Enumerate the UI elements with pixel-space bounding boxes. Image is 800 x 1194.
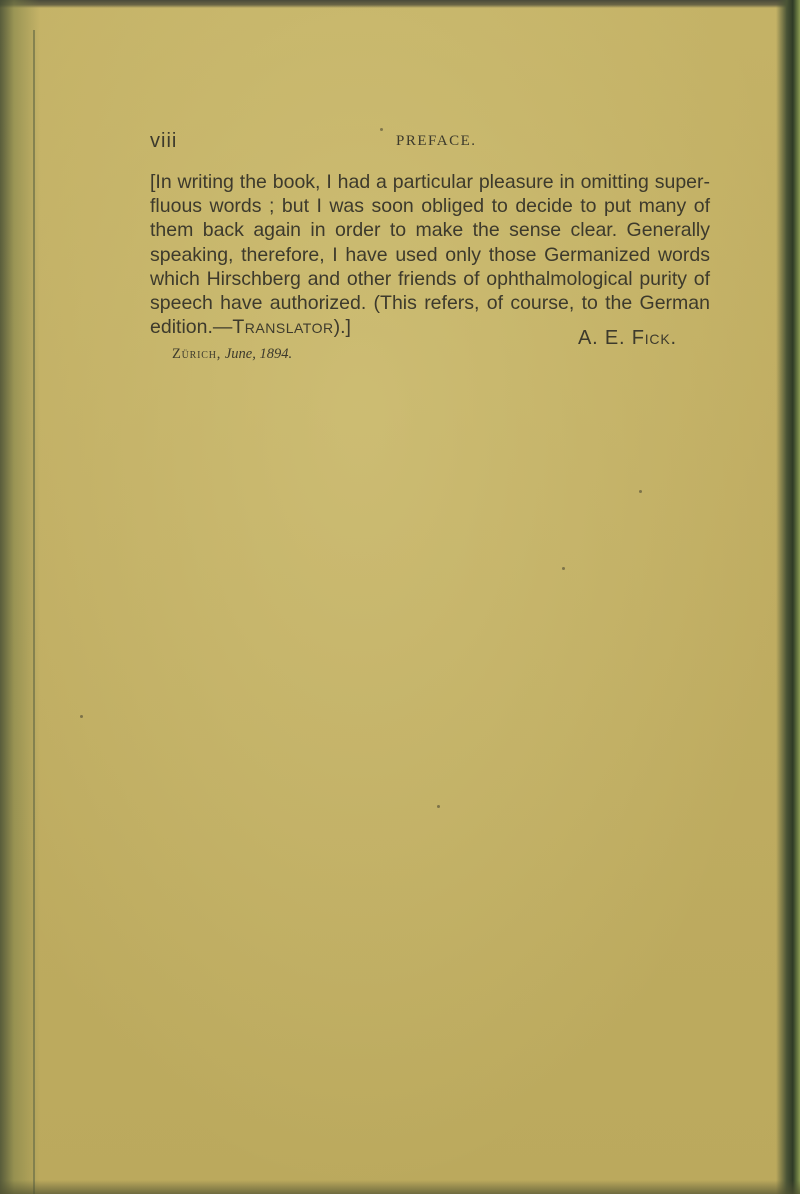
dateline-place: Zürich,: [172, 346, 222, 362]
page-number: viii: [150, 130, 178, 152]
dateline-date: June, 1894.: [224, 346, 293, 362]
text-line: speaking, therefore, I have used only those Germanized words: [150, 243, 710, 266]
page-top-edge: [0, 0, 800, 8]
text-line: speech have authorized. (This refers, of course, to the German: [150, 292, 710, 315]
paper-speck: [437, 805, 440, 808]
text-line: [In writing the book, I had a particular pleasure in omitting super-: [150, 171, 710, 193]
page-bottom-edge: [0, 1180, 800, 1194]
running-title: PREFACE.: [396, 133, 477, 149]
left-margin-rule: [33, 30, 35, 1194]
paper-speck: [380, 128, 383, 131]
text-line: them back again in order to make the sense clear. Generally: [150, 219, 710, 242]
text-line: fluous words ; but I was soon obliged to decide to put many of: [150, 195, 710, 218]
paper-speck: [639, 490, 642, 493]
translator-credit: Translator: [232, 316, 334, 339]
running-head: [150, 130, 710, 158]
last-line-prefix: edition.—: [150, 316, 233, 339]
dateline: [172, 346, 292, 363]
preface-paragraph: [150, 170, 710, 339]
last-line-suffix: ).]: [333, 316, 351, 339]
author-signature: A. E. Fick.: [578, 327, 677, 349]
page-right-edge: [776, 0, 800, 1194]
text-line: which Hirschberg and other friends of ophthalmological purity of: [150, 267, 710, 290]
paper-speck: [80, 715, 83, 718]
paper-speck: [562, 567, 565, 570]
